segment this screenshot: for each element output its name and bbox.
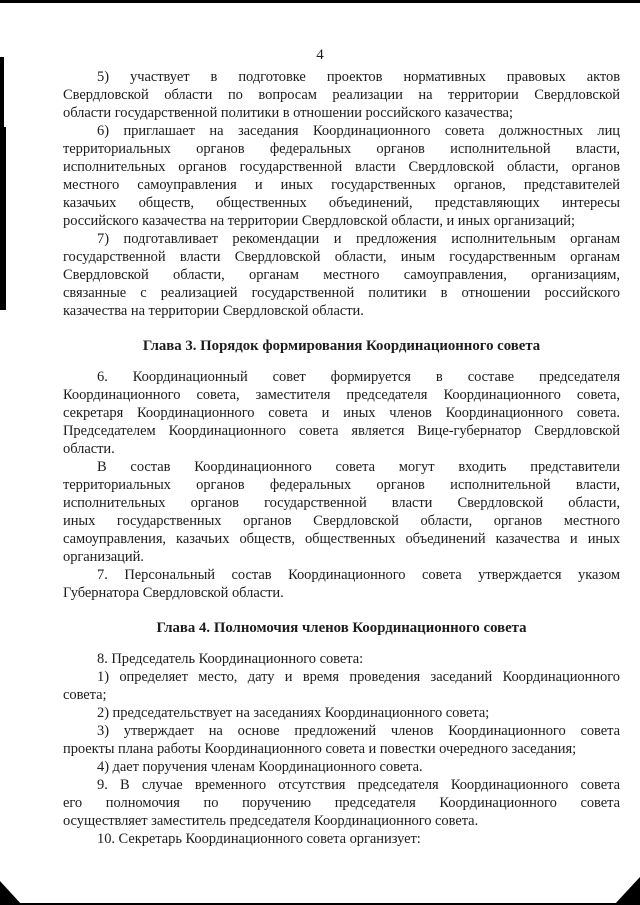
chapter-heading: Глава 3. Порядок формирования Координационного совета [142, 338, 541, 354]
paragraph-line: осуществляет заместитель председателя Координационного совета. [63, 813, 479, 829]
paragraph-line: 6. Координационный совет формируется в составе председателя [97, 369, 620, 385]
document-body [63, 68, 620, 848]
paragraph-line: 10. Секретарь Координационного совета организует: [97, 831, 421, 847]
paragraph [63, 650, 620, 668]
paragraph-line: государственной власти Свердловской области, иным государственным органам [63, 249, 620, 265]
paragraph-line: 7) подготавливает рекомендации и предложения исполнительным органам [97, 231, 620, 247]
paragraph-line: иных государственных органов Свердловской области, органов местного [63, 513, 620, 529]
paragraph-line: связанные с реализацией государственной политики в отношении российского [63, 285, 620, 301]
paragraph-line: территориальных органов федеральных органов исполнительной власти, [63, 477, 620, 493]
paragraph [63, 830, 620, 848]
paragraph-line: В состав Координационного совета могут входить представители [97, 459, 620, 475]
paragraph [63, 68, 620, 122]
paragraph-line: 7. Персональный состав Координационного совета утверждается указом [97, 567, 620, 583]
paragraph [63, 230, 620, 320]
paragraph-line: территориальных органов федеральных органов исполнительной власти, [63, 141, 620, 157]
paragraph-line: казачьих обществ, общественных объединений, представляющих интересы [63, 195, 620, 211]
paragraph [63, 368, 620, 458]
paragraph-line: 5) участвует в подготовке проектов нормативных правовых актов [97, 69, 620, 85]
paragraph-line: его полномочия по поручению председателя Координационного совета [63, 795, 620, 811]
paragraph-line: области государственной политики в отношении российского казачества; [63, 105, 513, 121]
paragraph-line: 8. Председатель Координационного совета: [97, 651, 364, 667]
paragraph-line: Свердловской области, органам местного самоуправления, организациям, [63, 267, 620, 283]
paragraph [63, 458, 620, 566]
paragraph [63, 566, 620, 602]
paragraph [63, 722, 620, 758]
scan-artifact-left-bar-bottom [0, 127, 6, 310]
paragraph [63, 758, 620, 776]
paragraph [63, 122, 620, 230]
paragraph-line: проекты плана работы Координационного совета и повестки очередного заседания; [63, 741, 577, 757]
paragraph-line: Губернатора Свердловской области. [63, 585, 284, 601]
paragraph-line: совета; [63, 687, 107, 703]
paragraph-line: 1) определяет место, дату и время проведения заседаний Координационного [97, 669, 620, 685]
scan-artifact-top-edge [0, 0, 640, 3]
paragraph-line: исполнительных органов государственной власти Свердловской области, органов [63, 159, 620, 175]
paragraph-line: казачества на территории Свердловской области. [63, 303, 364, 319]
paragraph-line: российского казачества на территории Свердловской области, и иных организаций; [63, 213, 575, 229]
paragraph-line: 3) утверждает на основе предложений членов Координационного совета [97, 723, 620, 739]
paragraph-line: области. [63, 441, 115, 457]
paragraph [63, 776, 620, 830]
paragraph-line: организаций. [63, 549, 144, 565]
page-number: 4 [316, 47, 324, 63]
paragraph-line: секретаря Координационного совета и иных членов Координационного совета. [63, 405, 620, 421]
paragraph-line: 6) приглашает на заседания Координационного совета должностных лиц [97, 123, 620, 139]
paragraph-line: Координационного совета, заместителя председателя Координационного совета, [63, 387, 620, 403]
scan-artifact-bottom-right-wedge [614, 877, 640, 905]
paragraph-line: местного самоуправления и иных государственных органов, представителей [63, 177, 620, 193]
scan-artifact-left-bar-top [0, 57, 4, 127]
paragraph [63, 704, 620, 722]
paragraph-line: самоуправления, казачьих обществ, общественных объединений казачества и иных [63, 531, 620, 547]
scan-artifact-bottom-left-wedge [0, 881, 22, 905]
paragraph-line: Председателем Координационного совета является Вице-губернатор Свердловской [63, 423, 620, 439]
paragraph-line: 4) дает поручения членам Координационного совета. [97, 759, 423, 775]
paragraph [63, 668, 620, 704]
paragraph-line: 9. В случае временного отсутствия председателя Координационного совета [97, 777, 620, 793]
chapter-heading: Глава 4. Полномочия членов Координационного совета [156, 620, 527, 636]
paragraph-line: Свердловской области по вопросам реализации на территории Свердловской [63, 87, 620, 103]
paragraph-line: 2) председательствует на заседаниях Координационного совета; [97, 705, 490, 721]
paragraph-line: исполнительных органов государственной власти Свердловской области, [63, 495, 620, 511]
